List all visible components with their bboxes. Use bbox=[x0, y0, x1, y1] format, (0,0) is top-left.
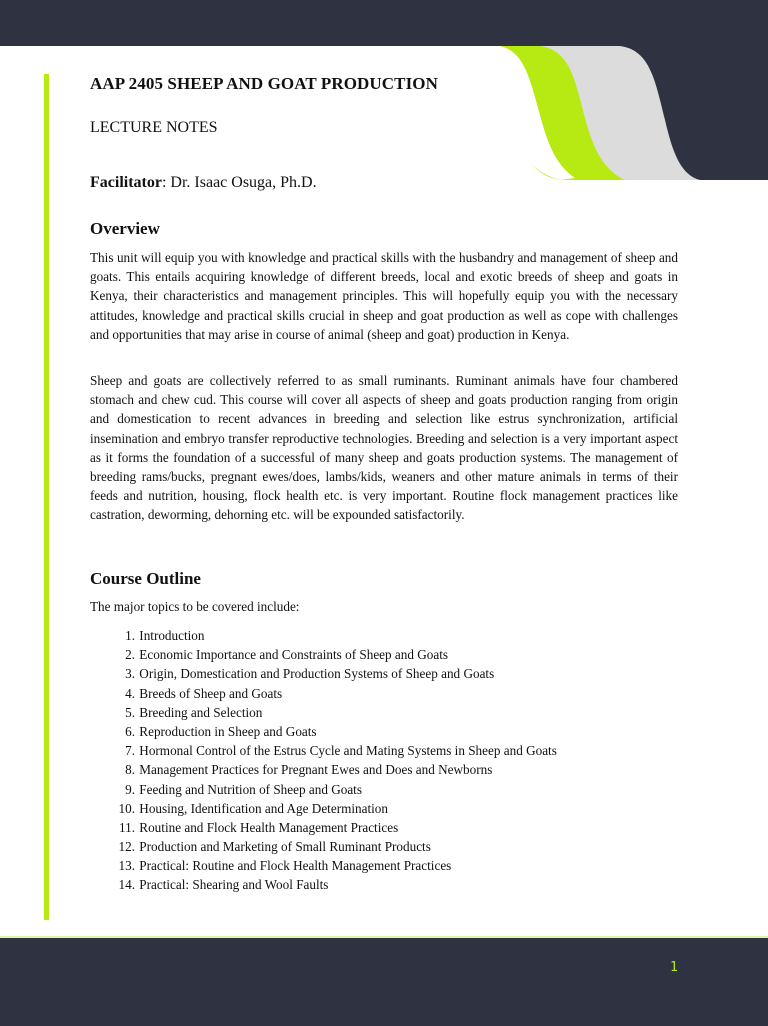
list-item-number: 9. bbox=[125, 781, 135, 797]
list-item bbox=[90, 722, 557, 741]
topics-list bbox=[90, 626, 557, 895]
list-item bbox=[90, 837, 557, 856]
facilitator-label: Facilitator bbox=[90, 174, 162, 191]
list-item bbox=[90, 875, 557, 894]
list-item-number: 4. bbox=[125, 685, 135, 701]
list-item-text: Feeding and Nutrition of Sheep and Goats bbox=[139, 781, 362, 797]
overview-heading: Overview bbox=[90, 219, 160, 238]
header-swoosh-decoration bbox=[0, 0, 768, 200]
outline-intro: The major topics to be covered include: bbox=[90, 599, 300, 614]
list-item-number: 7. bbox=[125, 743, 135, 759]
list-item bbox=[90, 760, 557, 779]
list-item bbox=[90, 856, 557, 875]
course-title: AAP 2405 SHEEP AND GOAT PRODUCTION bbox=[90, 74, 439, 93]
list-item-text: Hormonal Control of the Estrus Cycle and Mating Systems in Sheep and Goats bbox=[139, 743, 557, 759]
list-item bbox=[90, 645, 557, 664]
list-item bbox=[90, 684, 557, 703]
list-item-number: 13. bbox=[118, 858, 135, 874]
list-item bbox=[90, 664, 557, 683]
list-item bbox=[90, 780, 557, 799]
overview-paragraph-1: This unit will equip you with knowledge and practical skills with the husbandry and management of sheep and goats. This entails acquiring knowledge of different breeds, local and exotic breeds of sheep and goats in Kenya, their characteristics and management principles. This will hopefully equip you with the necessary attitudes, knowledge and practical skills crucial in sheep and goat production as well as cope with challenges and opportunities that may arise in course of animal (sheep and goat) production in Kenya. bbox=[90, 250, 678, 342]
footer-band bbox=[0, 936, 768, 1026]
left-accent-rule bbox=[44, 74, 49, 920]
list-item-text: Economic Importance and Constraints of Sheep and Goats bbox=[139, 647, 449, 663]
list-item-text: Management Practices for Pregnant Ewes and Does and Newborns bbox=[139, 762, 493, 778]
list-item-text: Production and Marketing of Small Ruminant Products bbox=[139, 839, 431, 855]
list-item-number: 3. bbox=[125, 666, 135, 682]
list-item-number: 6. bbox=[125, 723, 135, 739]
list-item bbox=[90, 703, 557, 722]
facilitator-name: : Dr. Isaac Osuga, Ph.D. bbox=[161, 174, 317, 191]
list-item-text: Practical: Shearing and Wool Faults bbox=[139, 877, 329, 893]
list-item-text: Housing, Identification and Age Determination bbox=[139, 800, 388, 816]
list-item-number: 2. bbox=[125, 647, 135, 663]
list-item-text: Reproduction in Sheep and Goats bbox=[139, 723, 317, 739]
facilitator-line bbox=[90, 174, 317, 192]
list-item-number: 11. bbox=[119, 819, 135, 835]
list-item-number: 14. bbox=[118, 877, 135, 893]
list-item-text: Breeds of Sheep and Goats bbox=[139, 685, 283, 701]
lecture-notes-subtitle: LECTURE NOTES bbox=[90, 119, 218, 136]
list-item-text: Introduction bbox=[139, 628, 205, 643]
list-item-number: 10. bbox=[118, 800, 135, 816]
list-item bbox=[90, 741, 557, 760]
list-item-text: Breeding and Selection bbox=[139, 704, 263, 720]
list-item-number: 8. bbox=[125, 762, 135, 778]
list-item-number: 12. bbox=[118, 839, 135, 855]
list-item-number: 5. bbox=[125, 704, 135, 720]
overview-paragraph-2: Sheep and goats are collectively referred to as small ruminants. Ruminant animals have four chambered stomach and chew cud. This course will cover all aspects of sheep and goats production ranging from origin and domestication to recent advances in breeding and selection like estrus synchronization, artificial insemination and embryo transfer reproductive technologies. Breeding and selection is a very important aspect as it forms the foundation of a successful of many sheep and goats production systems. The management of breeding rams/bucks, pregnant ewes/does, lambs/kids, weaners and other mature animals in terms of their feeds and nutrition, housing, flock health etc. is very important. Routine flock management practices like castration, deworming, dehorning etc. will be expounded satisfactorily. bbox=[90, 373, 678, 523]
course-outline-heading: Course Outline bbox=[90, 569, 201, 588]
list-item-text: Practical: Routine and Flock Health Management Practices bbox=[139, 858, 452, 874]
list-item-text: Origin, Domestication and Production Systems of Sheep and Goats bbox=[139, 666, 495, 682]
list-item-text: Routine and Flock Health Management Practices bbox=[139, 819, 399, 835]
list-item-number: 1. bbox=[125, 628, 135, 643]
page-number: 1 bbox=[670, 960, 678, 975]
list-item bbox=[90, 799, 557, 818]
list-item bbox=[90, 818, 557, 837]
list-item bbox=[90, 626, 557, 645]
